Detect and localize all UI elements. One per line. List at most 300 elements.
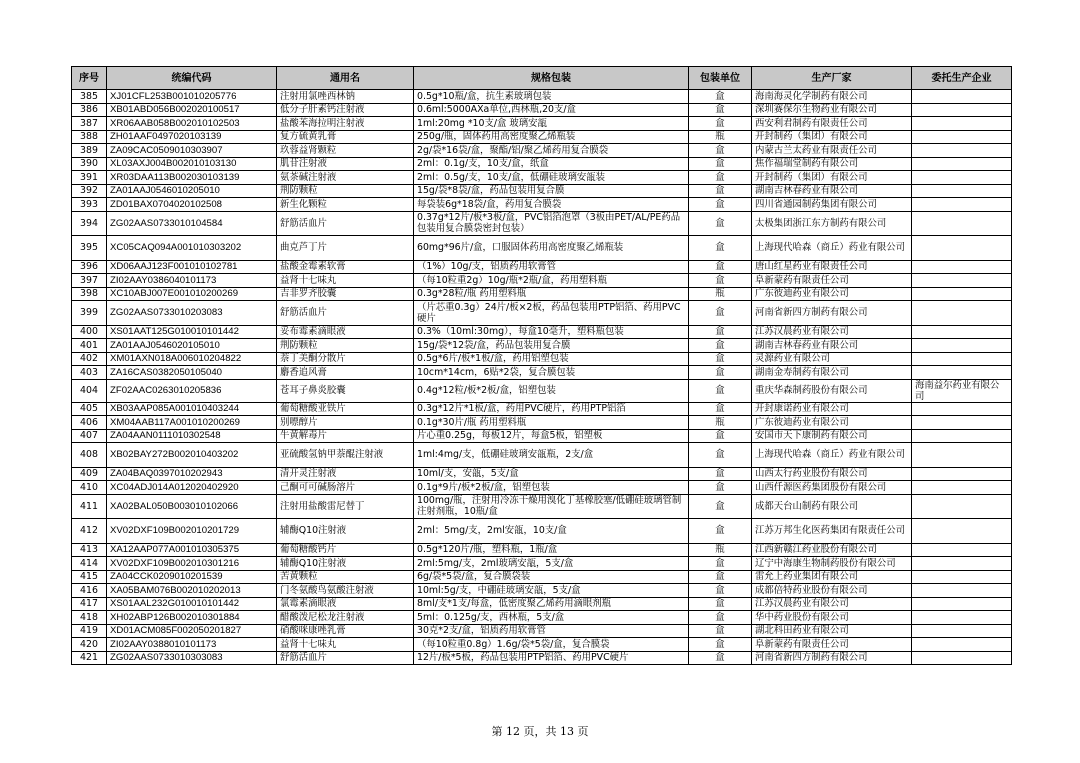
row-manufacturer: 辽宁中海康生物制药股份有限公司 [752,557,912,571]
row-generic-name: 葡萄糖酸亚铁片 [277,402,414,416]
row-package-unit: 盒 [689,611,752,625]
row-seq: 397 [72,274,107,288]
row-seq: 414 [72,557,107,571]
row-generic-name: 益肾十七味丸 [277,638,414,652]
row-package-unit: 盒 [689,402,752,416]
row-seq: 407 [72,429,107,443]
row-spec-packaging: （每10粒重0.8g）1.6g/袋*5袋/盒，复合膜袋 [414,638,689,652]
row-package-unit: 盒 [689,157,752,171]
row-package-unit: 盒 [689,301,752,326]
row-code: XH02ABP126B002010301884 [107,611,277,625]
row-seq: 404 [72,379,107,402]
row-package-unit: 盒 [689,236,752,261]
row-package-unit: 盒 [689,171,752,185]
table-row [72,339,1012,353]
row-generic-name: 盐酸金霉素软膏 [277,260,414,274]
table-row [72,103,1012,117]
table-row [72,171,1012,185]
row-seq: 416 [72,584,107,598]
row-seq: 400 [72,325,107,339]
table-row [72,467,1012,481]
row-code: XS01AAT125G010010101442 [107,325,277,339]
row-code: XM04AAB117A001010200269 [107,416,277,430]
row-manufacturer: 江苏汉晨药业有限公司 [752,597,912,611]
row-seq: 418 [72,611,107,625]
row-code: XM01AXN018A006010204822 [107,352,277,366]
row-generic-name: 注射用氯唑西林钠 [277,90,414,104]
table-row [72,198,1012,212]
header-package-unit: 包装单位 [689,67,752,90]
row-code: XC04ADJ014A012020402920 [107,481,277,495]
row-generic-name: 己酮可可碱肠溶片 [277,481,414,495]
row-seq: 411 [72,494,107,519]
row-seq: 402 [72,352,107,366]
row-contract-manufacturer [912,584,1012,598]
row-package-unit: 盒 [689,117,752,131]
table-row [72,443,1012,468]
row-manufacturer: 阜新蒙药有限责任公司 [752,638,912,652]
row-manufacturer: 江苏万邦生化医药集团有限责任公司 [752,519,912,544]
row-package-unit: 盒 [689,184,752,198]
row-spec-packaging: 250g/瓶，固体药用高密度聚乙烯瓶装 [414,130,689,144]
row-contract-manufacturer [912,597,1012,611]
row-generic-name: 复方硫黄乳膏 [277,130,414,144]
row-spec-packaging: 100mg/瓶，注射用冷冻干燥用溴化丁基橡胶塞/低硼硅玻璃管制注射剂瓶，10瓶/盒 [414,494,689,519]
row-spec-packaging: 15g/袋*8袋/盒，药品包装用复合膜 [414,184,689,198]
row-package-unit: 盒 [689,260,752,274]
row-manufacturer: 西安利君制药有限责任公司 [752,117,912,131]
row-spec-packaging: 2ml：0.5g/支，10支/盒，低硼硅玻璃安瓿装 [414,171,689,185]
row-generic-name: 舒筋活血片 [277,211,414,236]
row-code: ZI02AAY0388010101173 [107,638,277,652]
row-manufacturer: 海南海灵化学制药有限公司 [752,90,912,104]
page-footer: 第 12 页，共 13 页 [491,725,589,738]
row-package-unit: 盒 [689,443,752,468]
row-seq: 420 [72,638,107,652]
row-generic-name: 硝酸咪康唑乳膏 [277,624,414,638]
row-generic-name: 妥布霉素滴眼液 [277,325,414,339]
row-contract-manufacturer [912,543,1012,557]
row-spec-packaging: 0.37g*12片/板*3板/盒，PVC铝箔泡罩（3板由PET/AL/PE药品包装用复合膜袋密封包装） [414,211,689,236]
row-manufacturer: 灵源药业有限公司 [752,352,912,366]
row-generic-name: 舒筋活血片 [277,301,414,326]
row-generic-name: 葡萄糖酸钙片 [277,543,414,557]
row-spec-packaging: 2ml：0.1g/支，10支/盒，纸盒 [414,157,689,171]
row-spec-packaging: 10cm*14cm，6贴*2袋，复合膜包装 [414,366,689,380]
table-row [72,130,1012,144]
row-seq: 415 [72,570,107,584]
row-spec-packaging: 10ml/支，安瓿，5支/盒 [414,467,689,481]
row-contract-manufacturer [912,171,1012,185]
row-generic-name: 荆防颗粒 [277,184,414,198]
row-seq: 409 [72,467,107,481]
row-generic-name: 舒筋活血片 [277,651,414,665]
row-code: XB01ABD056B002020100517 [107,103,277,117]
row-code: ZH01AAF0497020103139 [107,130,277,144]
row-contract-manufacturer [912,624,1012,638]
row-manufacturer: 广东彼迪药业有限公司 [752,287,912,301]
row-code: XJ01CFL253B001010205776 [107,90,277,104]
table-row [72,638,1012,652]
row-seq: 419 [72,624,107,638]
row-generic-name: 清开灵注射液 [277,467,414,481]
row-contract-manufacturer [912,651,1012,665]
table-row [72,379,1012,402]
row-code: ZD01BAX0704020102508 [107,198,277,212]
row-code: ZA01AAJ0546020105010 [107,339,277,353]
row-package-unit: 盒 [689,584,752,598]
row-spec-packaging: 0.3%（10ml:30mg），每盒10毫升，塑料瓶包装 [414,325,689,339]
row-generic-name: 氨茶碱注射液 [277,171,414,185]
table-row [72,402,1012,416]
row-contract-manufacturer [912,274,1012,288]
row-manufacturer: 山西仟源医药集团股份有限公司 [752,481,912,495]
row-seq: 417 [72,597,107,611]
row-generic-name: 盐酸苯海拉明注射液 [277,117,414,131]
table-row [72,481,1012,495]
row-generic-name: 苍耳子鼻炎胶囊 [277,379,414,402]
row-seq: 395 [72,236,107,261]
row-seq: 389 [72,144,107,158]
row-package-unit: 盒 [689,638,752,652]
table-row [72,624,1012,638]
table-body [72,90,1012,665]
row-code: ZG02AAS0733010203083 [107,301,277,326]
row-spec-packaging: 0.5g*120片/瓶，塑料瓶，1瓶/盒 [414,543,689,557]
row-seq: 398 [72,287,107,301]
row-code: ZA04CCK0209010201539 [107,570,277,584]
row-code: XA02BAL050B003010102066 [107,494,277,519]
row-contract-manufacturer [912,236,1012,261]
row-manufacturer: 深圳赛保尔生物药业有限公司 [752,103,912,117]
row-seq: 401 [72,339,107,353]
table-row [72,366,1012,380]
table-row [72,429,1012,443]
row-manufacturer: 江苏汉晨药业有限公司 [752,325,912,339]
row-code: XL03AXJ004B002010103130 [107,157,277,171]
row-code: ZG02AAS0733010104584 [107,211,277,236]
header-seq: 序号 [72,67,107,90]
table-row [72,90,1012,104]
row-seq: 410 [72,481,107,495]
row-contract-manufacturer [912,260,1012,274]
row-seq: 399 [72,301,107,326]
row-manufacturer: 湖北科田药业有限公司 [752,624,912,638]
row-generic-name: 玖蓉益肾颗粒 [277,144,414,158]
row-package-unit: 盒 [689,429,752,443]
row-manufacturer: 雷允上药业集团有限公司 [752,570,912,584]
row-manufacturer: 上海现代哈森（商丘）药业有限公司 [752,236,912,261]
row-contract-manufacturer [912,557,1012,571]
row-manufacturer: 湖南吉林春药业有限公司 [752,339,912,353]
row-manufacturer: 成都天台山制药有限公司 [752,494,912,519]
row-code: ZA04AAN0111010302548 [107,429,277,443]
table-row [72,184,1012,198]
row-code: XD06AAJ123F001010102781 [107,260,277,274]
row-contract-manufacturer [912,352,1012,366]
row-spec-packaging: 6g/袋*5袋/盒，复合膜袋装 [414,570,689,584]
row-package-unit: 盒 [689,366,752,380]
table-row [72,301,1012,326]
header-spec-packaging: 规格包装 [414,67,689,90]
row-generic-name: 肌苷注射液 [277,157,414,171]
row-seq: 412 [72,519,107,544]
row-spec-packaging: 1ml:4mg/支，低硼硅玻璃安瓿瓶，2支/盒 [414,443,689,468]
row-package-unit: 盒 [689,494,752,519]
row-spec-packaging: 0.3g*28粒/瓶 药用塑料瓶 [414,287,689,301]
row-manufacturer: 太极集团浙江东方制药有限公司 [752,211,912,236]
row-package-unit: 瓶 [689,130,752,144]
row-contract-manufacturer [912,211,1012,236]
row-spec-packaging: 0.6ml:5000AXa单位,西林瓶,20支/盒 [414,103,689,117]
table-row [72,570,1012,584]
row-seq: 396 [72,260,107,274]
row-spec-packaging: 0.1g*30片/瓶 药用塑料瓶 [414,416,689,430]
row-code: XR03DAA113B002030103139 [107,171,277,185]
table-row [72,287,1012,301]
row-package-unit: 盒 [689,90,752,104]
row-code: XS01AAL232G010010101442 [107,597,277,611]
drug-list-table [71,66,1012,665]
row-generic-name: 萘丁美酮分散片 [277,352,414,366]
table-row [72,117,1012,131]
row-generic-name: 牛黄解毒片 [277,429,414,443]
row-manufacturer: 开封制药（集团）有限公司 [752,130,912,144]
row-generic-name: 低分子肝素钙注射液 [277,103,414,117]
row-package-unit: 盒 [689,570,752,584]
row-spec-packaging: 每袋装6g*18袋/盒，药用复合膜袋 [414,198,689,212]
table-row [72,144,1012,158]
row-manufacturer: 广东彼迪药业有限公司 [752,416,912,430]
row-generic-name: 苦黄颗粒 [277,570,414,584]
row-contract-manufacturer [912,416,1012,430]
row-package-unit: 盒 [689,211,752,236]
row-package-unit: 瓶 [689,287,752,301]
row-spec-packaging: 2g/袋*16袋/盒，聚酯/铝/聚乙烯药用复合膜袋 [414,144,689,158]
table-row [72,494,1012,519]
row-seq: 393 [72,198,107,212]
table-row [72,274,1012,288]
row-manufacturer: 江西新赣江药业股份有限公司 [752,543,912,557]
row-manufacturer: 开封康诺药业有限公司 [752,402,912,416]
row-contract-manufacturer [912,325,1012,339]
table-row [72,519,1012,544]
table-row [72,584,1012,598]
table-row [72,416,1012,430]
row-package-unit: 盒 [689,352,752,366]
row-generic-name: 亚硫酸氢钠甲萘醌注射液 [277,443,414,468]
row-contract-manufacturer [912,301,1012,326]
row-generic-name: 辅酶Q10注射液 [277,557,414,571]
row-contract-manufacturer [912,157,1012,171]
table-row [72,557,1012,571]
row-spec-packaging: （1%）10g/支，铝质药用软膏管 [414,260,689,274]
row-spec-packaging: 2ml：5mg/支，2ml安瓿，10支/盒 [414,519,689,544]
row-package-unit: 盒 [689,379,752,402]
row-package-unit: 盒 [689,103,752,117]
row-package-unit: 盒 [689,144,752,158]
row-contract-manufacturer: 海南益尔药业有限公司 [912,379,1012,402]
row-contract-manufacturer [912,287,1012,301]
row-contract-manufacturer [912,130,1012,144]
row-code: XD01ACM085F002050201827 [107,624,277,638]
row-manufacturer: 唐山红星药业有限责任公司 [752,260,912,274]
row-package-unit: 盒 [689,624,752,638]
row-code: XA05BAM076B002010202013 [107,584,277,598]
row-contract-manufacturer [912,570,1012,584]
row-contract-manufacturer [912,90,1012,104]
row-manufacturer: 焦作福瑞堂制药有限公司 [752,157,912,171]
row-generic-name: 别嘌醇片 [277,416,414,430]
row-generic-name: 荆防颗粒 [277,339,414,353]
table-row [72,325,1012,339]
row-spec-packaging: 5ml：0.125g/支，西林瓶，5支/盒 [414,611,689,625]
row-package-unit: 盒 [689,325,752,339]
row-spec-packaging: 10ml:5g/支，中硼硅玻璃安瓿，5支/盒 [414,584,689,598]
row-contract-manufacturer [912,481,1012,495]
row-contract-manufacturer [912,117,1012,131]
row-package-unit: 盒 [689,557,752,571]
row-code: XV02DXF109B002010201729 [107,519,277,544]
row-spec-packaging: 2ml:5mg/支，2ml玻璃安瓿，5支/盒 [414,557,689,571]
row-contract-manufacturer [912,198,1012,212]
row-package-unit: 盒 [689,274,752,288]
header-code: 统编代码 [107,67,277,90]
row-code: XC05CAQ094A001010303202 [107,236,277,261]
row-generic-name: 醋酸泼尼松龙注射液 [277,611,414,625]
row-seq: 390 [72,157,107,171]
row-spec-packaging: 60mg*96片/盒，口服固体药用高密度聚乙烯瓶装 [414,236,689,261]
row-code: ZF02AAC0263010205836 [107,379,277,402]
table-row [72,611,1012,625]
row-spec-packaging: 8ml/支*1支/每盒，低密度聚乙烯药用滴眼剂瓶 [414,597,689,611]
row-package-unit: 盒 [689,597,752,611]
row-seq: 405 [72,402,107,416]
row-code: ZA09CAC0509010303907 [107,144,277,158]
row-code: XV02DXF109B002010301216 [107,557,277,571]
row-seq: 413 [72,543,107,557]
table-row [72,651,1012,665]
row-contract-manufacturer [912,638,1012,652]
row-seq: 387 [72,117,107,131]
table-row [72,260,1012,274]
row-package-unit: 盒 [689,339,752,353]
header-generic-name: 通用名 [277,67,414,90]
row-generic-name: 吉非罗齐胶囊 [277,287,414,301]
row-code: ZA04BAQ0397010202943 [107,467,277,481]
row-package-unit: 瓶 [689,543,752,557]
row-seq: 391 [72,171,107,185]
row-manufacturer: 湖南吉林春药业有限公司 [752,184,912,198]
row-manufacturer: 安国市天下康制药有限公司 [752,429,912,443]
row-spec-packaging: 0.1g*9片/板*2板/盒，铝塑包装 [414,481,689,495]
row-contract-manufacturer [912,494,1012,519]
row-contract-manufacturer [912,402,1012,416]
row-code: ZA16CAS0382050105040 [107,366,277,380]
row-seq: 386 [72,103,107,117]
row-package-unit: 盒 [689,651,752,665]
row-contract-manufacturer [912,144,1012,158]
table-row [72,352,1012,366]
row-seq: 403 [72,366,107,380]
header-manufacturer: 生产厂家 [752,67,912,90]
row-spec-packaging: 片心重0.25g，每板12片，每盒5板，铝塑板 [414,429,689,443]
row-generic-name: 氯霉素滴眼液 [277,597,414,611]
row-contract-manufacturer [912,611,1012,625]
row-package-unit: 盒 [689,481,752,495]
row-spec-packaging: 0.4g*12粒/板*2板/盒，铝塑包装 [414,379,689,402]
row-generic-name: 辅酶Q10注射液 [277,519,414,544]
row-seq: 421 [72,651,107,665]
row-code: XA12AAP077A001010305375 [107,543,277,557]
row-code: XB03AAP085A001010403244 [107,402,277,416]
row-seq: 406 [72,416,107,430]
table-header-row [72,67,1012,90]
row-package-unit: 盒 [689,198,752,212]
row-manufacturer: 内蒙古兰太药业有限责任公司 [752,144,912,158]
row-package-unit: 盒 [689,519,752,544]
row-spec-packaging: 0.3g*12片*1板/盒，药用PVC硬片，药用PTP铝箔 [414,402,689,416]
row-manufacturer: 湖南金寿制药有限公司 [752,366,912,380]
row-package-unit: 盒 [689,467,752,481]
row-spec-packaging: 30克*2支/盒，铝质药用软膏管 [414,624,689,638]
row-seq: 388 [72,130,107,144]
row-code: XR06AAB058B002010102503 [107,117,277,131]
row-contract-manufacturer [912,184,1012,198]
row-code: XB02BAY272B002010403202 [107,443,277,468]
row-contract-manufacturer [912,429,1012,443]
row-manufacturer: 开封制药（集团）有限公司 [752,171,912,185]
row-spec-packaging: 0.5g*10瓶/盒，抗生素玻璃包装 [414,90,689,104]
row-manufacturer: 阜新蒙药有限责任公司 [752,274,912,288]
table-row [72,157,1012,171]
row-seq: 394 [72,211,107,236]
row-code: XC10ABJ007E001010200269 [107,287,277,301]
row-manufacturer: 四川省通园制药集团有限公司 [752,198,912,212]
row-contract-manufacturer [912,443,1012,468]
row-manufacturer: 重庆华森制药股份有限公司 [752,379,912,402]
row-code: ZG02AAS0733010303083 [107,651,277,665]
row-generic-name: 麝香追风膏 [277,366,414,380]
row-spec-packaging: 0.5g*6片/板*1板/盒，药用铝塑包装 [414,352,689,366]
table-row [72,597,1012,611]
row-seq: 385 [72,90,107,104]
row-contract-manufacturer [912,467,1012,481]
row-generic-name: 注射用盐酸雷尼替丁 [277,494,414,519]
row-spec-packaging: 12片/板*5板，药品包装用PTP铝箔、药用PVC硬片 [414,651,689,665]
row-generic-name: 益肾十七味丸 [277,274,414,288]
row-contract-manufacturer [912,519,1012,544]
row-code: ZI02AAY0386040101173 [107,274,277,288]
table-row [72,211,1012,236]
row-manufacturer: 山西太行药业股份有限公司 [752,467,912,481]
row-manufacturer: 华中药业股份有限公司 [752,611,912,625]
row-manufacturer: 河南省新四方制药有限公司 [752,301,912,326]
row-generic-name: 曲克芦丁片 [277,236,414,261]
row-spec-packaging: 15g/袋*12袋/盒，药品包装用复合膜 [414,339,689,353]
row-seq: 392 [72,184,107,198]
row-contract-manufacturer [912,339,1012,353]
row-manufacturer: 河南省新四方制药有限公司 [752,651,912,665]
row-generic-name: 新生化颗粒 [277,198,414,212]
row-contract-manufacturer [912,103,1012,117]
row-manufacturer: 成都倍特药业股份有限公司 [752,584,912,598]
row-spec-packaging: （片芯重0.3g）24片/板×2板，药品包装用PTP铝箔、药用PVC硬片 [414,301,689,326]
row-package-unit: 瓶 [689,416,752,430]
row-code: ZA01AAJ0546010205010 [107,184,277,198]
row-spec-packaging: （每10粒重2g）10g/瓶*2瓶/盒，药用塑料瓶 [414,274,689,288]
row-contract-manufacturer [912,366,1012,380]
